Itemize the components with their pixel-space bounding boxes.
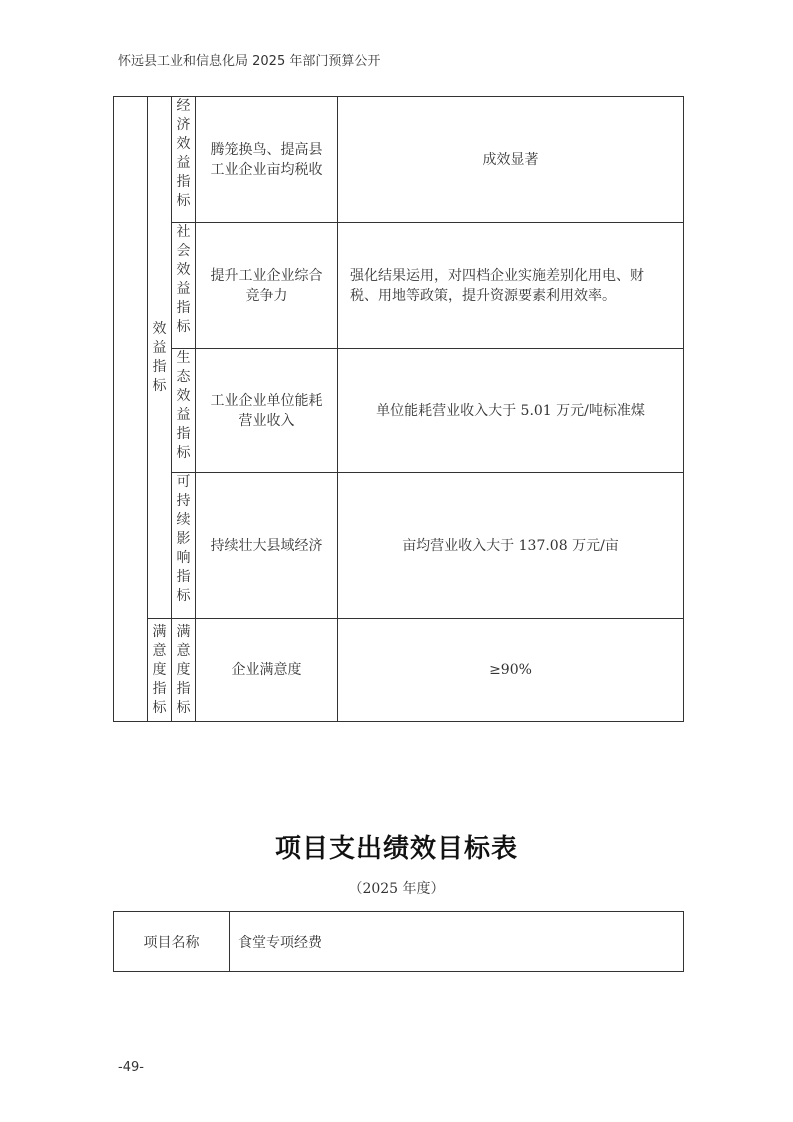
category-cell (172, 349, 196, 473)
indicator-value: 单位能耗营业收入大于 5.01 万元/吨标准煤 (338, 349, 684, 473)
table-row (114, 619, 684, 722)
table-row (114, 473, 684, 619)
indicator-name: 腾笼换鸟、提高县工业企业亩均税收 (196, 97, 338, 223)
indicator-name: 提升工业企业综合竞争力 (196, 223, 338, 349)
section-subtitle: （2025 年度） (348, 881, 445, 897)
category-label: 社会效益指标 (176, 224, 191, 335)
page-number: -49- (118, 1060, 144, 1075)
group-label-satisfaction: 满意度指标 (152, 623, 167, 716)
category-label: 可持续影响指标 (176, 474, 191, 604)
category-cell (172, 97, 196, 223)
project-info-table (113, 911, 684, 972)
group-cell-benefit (148, 97, 172, 619)
table-row (114, 97, 684, 223)
category-cell (172, 223, 196, 349)
group-cell-satisfaction (148, 619, 172, 722)
section-title: 项目支出绩效目标表 (274, 834, 518, 864)
table-row (114, 349, 684, 473)
indicator-value: 成效显著 (338, 97, 684, 223)
page-header: 怀远县工业和信息化局 2025 年部门预算公开 (118, 54, 381, 69)
project-name-value: 食堂专项经费 (230, 912, 684, 972)
table-row (114, 912, 684, 972)
category-cell (172, 473, 196, 619)
group-label-benefit: 效益指标 (152, 320, 167, 394)
indicator-value: ≥90% (338, 619, 684, 722)
indicator-name: 工业企业单位能耗营业收入 (196, 349, 338, 473)
category-cell (172, 619, 196, 722)
empty-left-cell (114, 97, 148, 722)
category-label: 经济效益指标 (176, 98, 191, 209)
indicator-name: 企业满意度 (196, 619, 338, 722)
category-label: 满意度指标 (176, 623, 191, 716)
table-row (114, 223, 684, 349)
project-name-label: 项目名称 (114, 912, 230, 972)
performance-indicator-table (113, 96, 684, 722)
indicator-name: 持续壮大县域经济 (196, 473, 338, 619)
indicator-value: 强化结果运用，对四档企业实施差别化用电、财税、用地等政策，提升资源要素利用效率。 (338, 223, 684, 349)
indicator-value: 亩均营业收入大于 137.08 万元/亩 (338, 473, 684, 619)
category-label: 生态效益指标 (176, 350, 191, 461)
